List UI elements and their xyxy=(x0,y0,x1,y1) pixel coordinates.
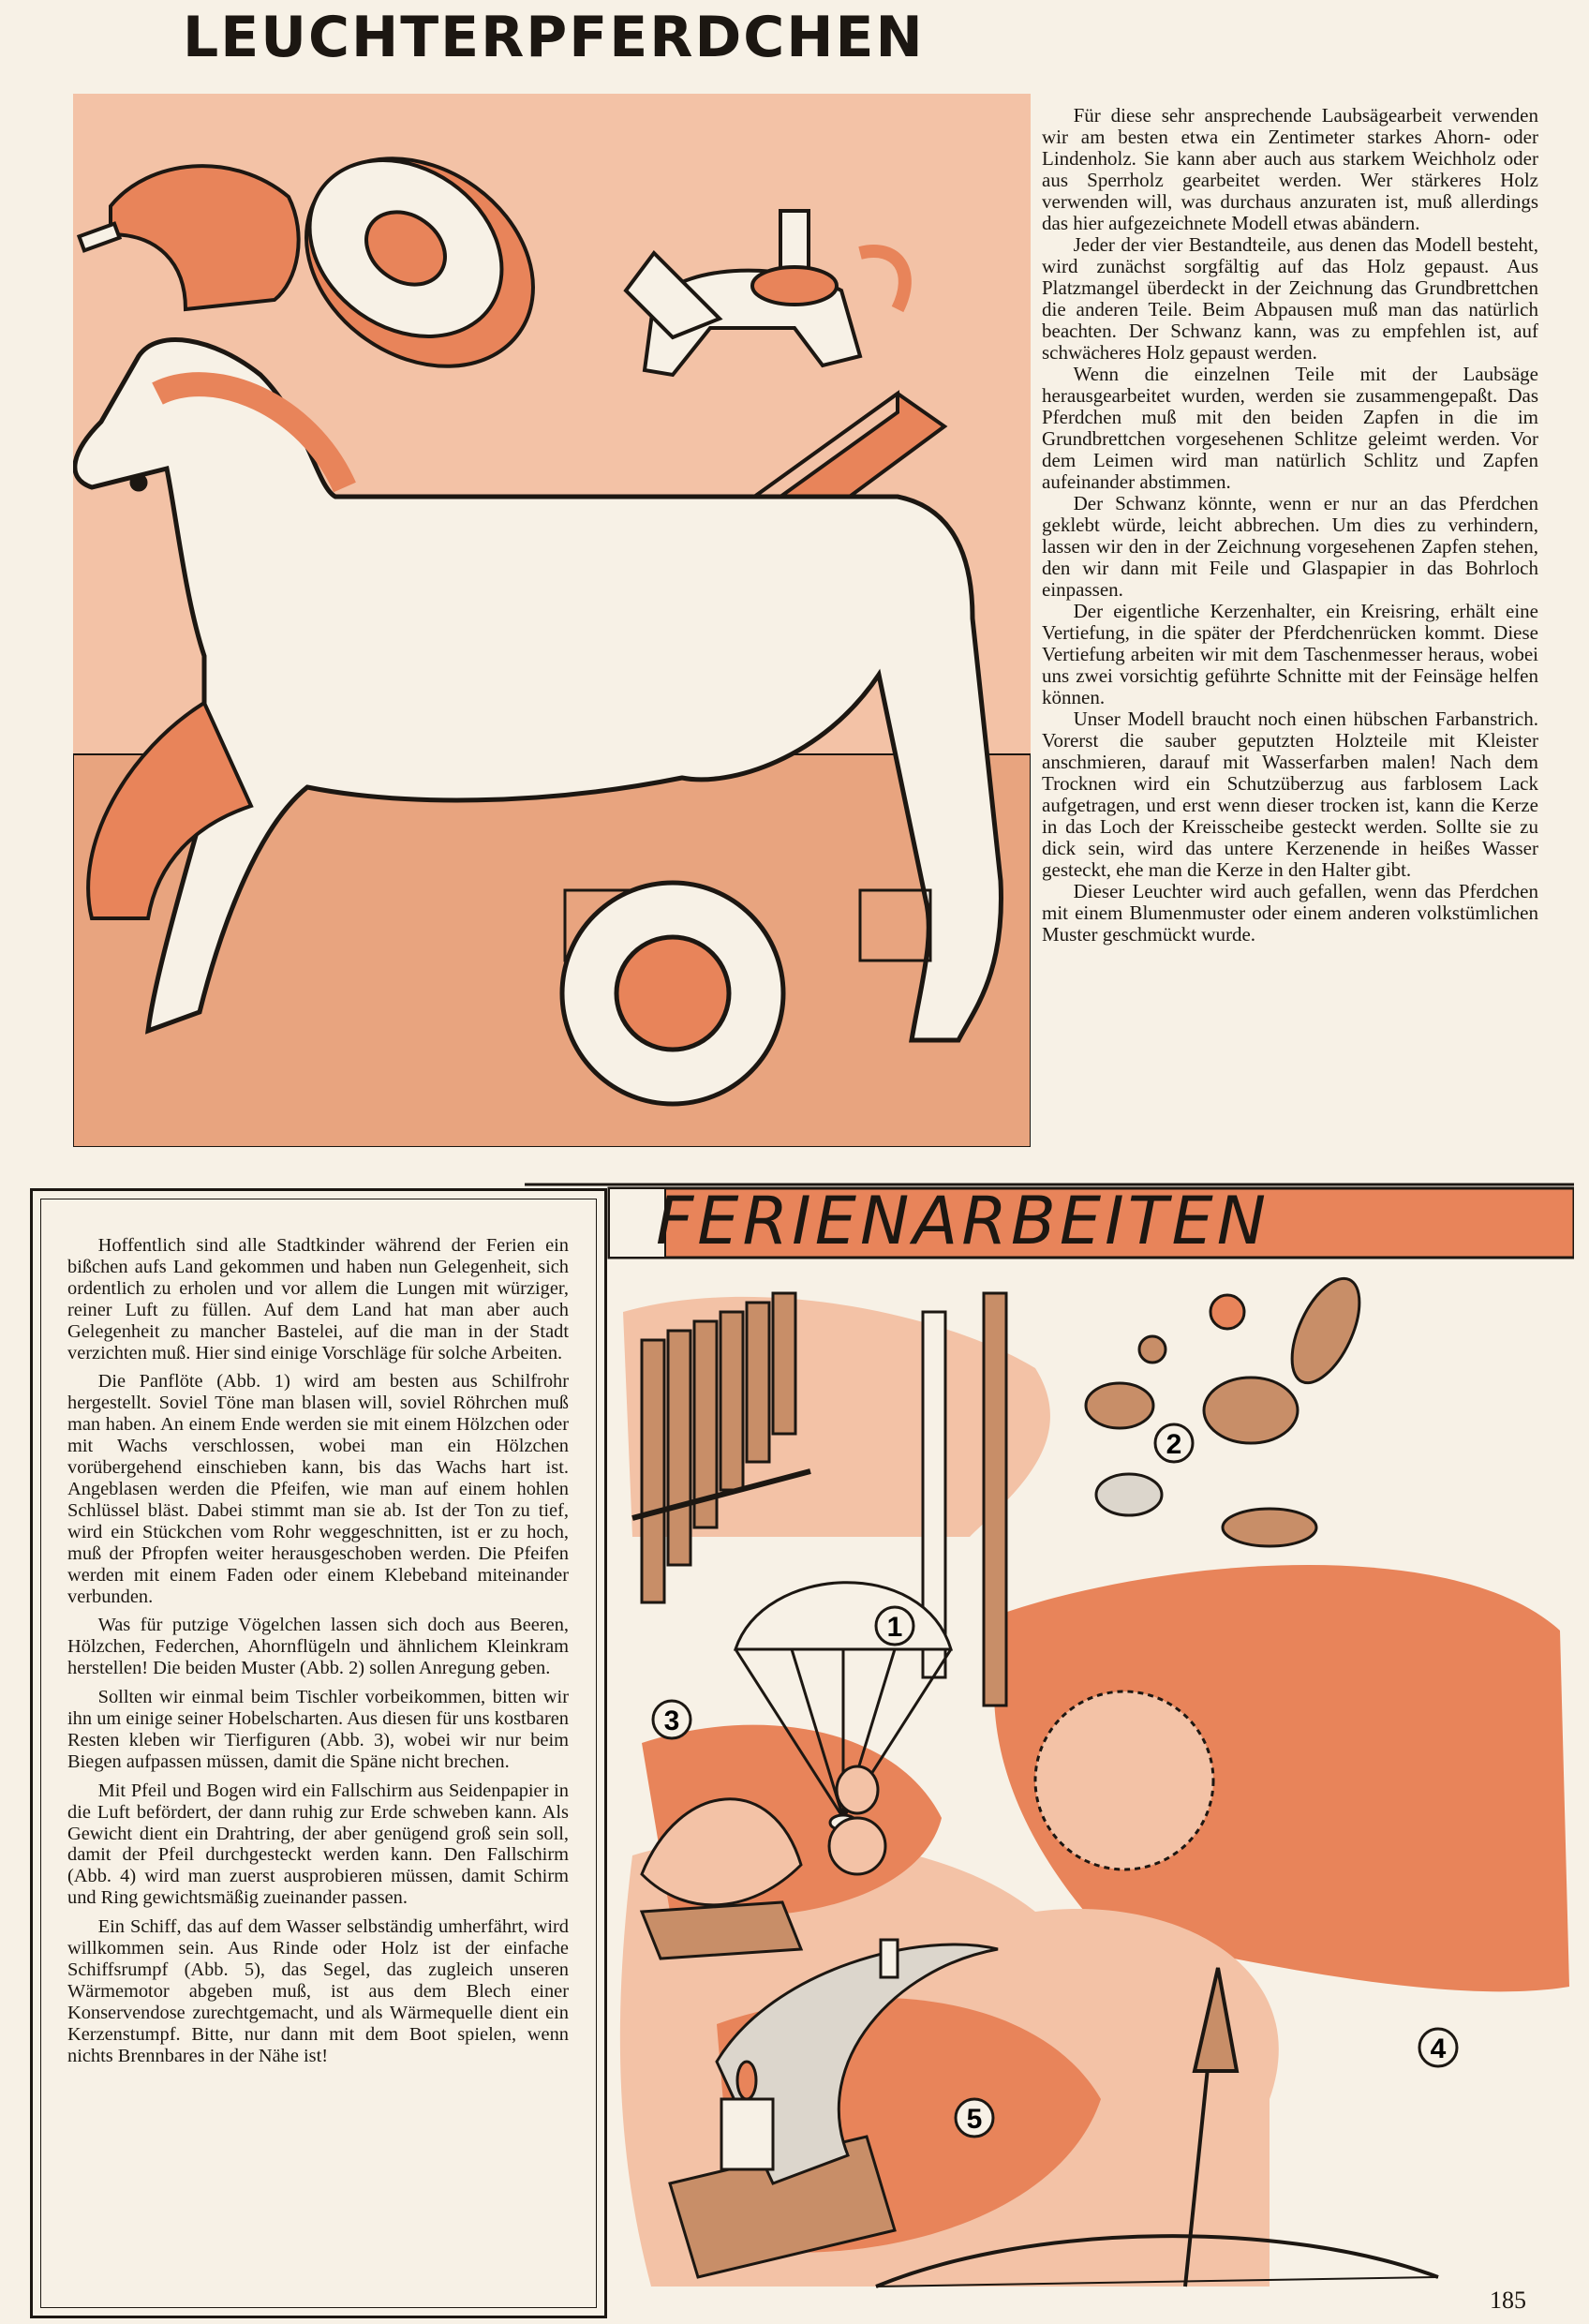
paragraph: Der Schwanz könnte, wenn er nur an das Pferdchen geklebt würde, leicht abbrechen. Um dies zu verhindern, lassen wir den in der Zeichnung vorgesehenen Zapfen stehen, den wir dann mit Feile und Glaspapier in das Bohrloch einpassen. xyxy=(1042,492,1538,601)
figure-number-label: 1 xyxy=(886,1612,903,1643)
paragraph: Ein Schiff, das auf dem Wasser selbständig umherfährt, wird willkommen sein. Aus Rinde oder Holz ist der einfache Schiffsrumpf (Abb. 5), das Segel, das zugleich unseren Wärmemotor abgeben muß, ist aus dem Blech einer Konservendose zurechtgemacht, und als Wärmequelle dient ein Kerzenstumpf. Bitte, nur dann mit dem Boot spielen, wenn nichts Brennbares in der Nähe ist! xyxy=(67,1916,569,2066)
figure-number-label: 4 xyxy=(1430,2034,1447,2064)
paragraph: Unser Modell braucht noch einen hübschen Farbanstrich. Vorerst die sauber geputzten Holzteile mit Kleister anschmieren, darauf mit Wasserfarben malen! Nach dem Trocknen wird ein Schutzüberzug aus farblosem Lack aufgetragen, und erst wenn dieser trocken ist, kann die Kerze in das Loch der Kreisscheibe gesteckt werden. Sollte sie zu dick sein, wird das untere Kerzenende in heißes Wasser gesteckt, ehe man die Kerze in den Halter gibt. xyxy=(1042,708,1538,881)
figure-number-2 xyxy=(1155,1424,1193,1462)
bird-figures-icon xyxy=(1086,1269,1374,1546)
figure-number-4 xyxy=(1419,2029,1457,2066)
paragraph: Der eigentliche Kerzenhalter, ein Kreisring, erhält eine Vertiefung, in die später der Pferdchenrücken kommt. Diese Vertiefung arbeiten wir mit dem Taschenmesser heraus, wobei uns zwei vorsichtig geführte Schnitte mit der Feinsäge helfen können. xyxy=(1042,600,1538,708)
paragraph: Hoffentlich sind alle Stadtkinder während der Ferien ein bißchen aufs Land gekommen und haben nun Gelegenheit, sich ordentlich zu erholen und vor allem die Lungen mit würziger, reiner Luft zu füllen. Auf dem Land hat man aber auch Gelegenheit zu mancher Bastelei, auf die man in der Stadt verzichten muß. Hier sind einige Vorschläge für solche Arbeiten. xyxy=(67,1235,569,1363)
article-text-ferienarbeiten xyxy=(67,1235,569,2303)
paragraph: Wenn die einzelnen Teile mit der Laubsäge herausgearbeitet wurden, werden sie zusammengepaßt. Das Pferdchen muß mit den beiden Zapfen in die im Grundbrettchen vorgesehenen Schlitze geleimt werden. Vor dem Leimen wird man natürlich Schlitz und Zapfen aufeinander abstimmen. xyxy=(1042,363,1538,493)
article-text-leuchterpferdchen xyxy=(1042,105,1538,1136)
paragraph: Jeder der vier Bestandteile, aus denen das Modell besteht, wird zunächst sorgfältig auf das Holz gepaust. Aus Platzmangel überdeckt in der Zeichnung das Grundbrettchen die anderen Teile. Beim Abpausen muß man das natürlich beachten. Der Schwanz kann, was zu empfehlen ist, auf schwächeres Holz gepaust werden. xyxy=(1042,233,1538,364)
figure-number-label: 2 xyxy=(1166,1429,1182,1460)
paragraph: Dieser Leuchter wird auch gefallen, wenn das Pferdchen mit einem Blumenmuster oder einem anderen volkstümlichen Muster geschmückt wurde. xyxy=(1042,880,1538,946)
holiday-crafts-illustration xyxy=(614,1256,1579,2310)
paragraph: Die Panflöte (Abb. 1) wird am besten aus Schilfrohr hergestellt. Soviel Töne man blasen will, soviel Röhrchen muß man haben. An einem Ende werden sie mit einem Hölzchen oder mit Wachs verschlossen, wobei man ein Hölzchen vorübergehend einschieben kann, bis das Wachs hart ist. Angeblasen werden die Pfeifen, wie man auf einem hohlen Schlüssel bläst. Dabei stimmt man sie ab. Ist der Ton zu tief, wird ein Stückchen vom Rohr weggeschnitten, ist er zu hoch, muß der Pfropfen weiter herausgeschoben werden. Die Pfeifen werden mit einem Faden oder einem Klebeband miteinander verbunden. xyxy=(67,1371,569,1607)
figure-number-5 xyxy=(956,2099,993,2137)
page-number: 185 xyxy=(1490,2287,1526,2314)
figure-number-3 xyxy=(653,1701,691,1738)
figure-number-label: 5 xyxy=(966,2104,983,2135)
article-title-ferienarbeiten: FERIENARBEITEN xyxy=(656,1183,1270,1259)
figure-number-label: 3 xyxy=(663,1706,680,1736)
paragraph: Was für putzige Vögelchen lassen sich doch aus Beeren, Hölzchen, Federchen, Ahornflügeln und ähnlichem Kleinkram herstellen! Die beiden Muster (Abb. 2) sollen Anregung geben. xyxy=(67,1615,569,1679)
paragraph: Für diese sehr ansprechende Laubsägearbeit verwenden wir am besten etwa ein Zentimeter starkes Ahorn- oder Lindenholz. Sie kann aber auch aus starkem Weichholz oder aus Sperrholz gearbeitet werden. Wer stärkeres Holz verwenden will, was durchaus anzuraten ist, muß allerdings das hier aufgezeichnete Modell etwas abändern. xyxy=(1042,104,1538,234)
figure-number-1 xyxy=(876,1607,913,1645)
article-title-leuchterpferdchen: LEUCHTERPFERDCHEN xyxy=(183,5,925,70)
paragraph: Mit Pfeil und Bogen wird ein Fallschirm aus Seidenpapier in die Luft befördert, der dann ruhig zur Erde schweben kann. Als Gewicht dient ein Drahtring, der aber genügend groß sein soll, damit der Pfeil durchgesteckt werden kann. Den Fallschirm (Abb. 4) wird man zuerst ausprobieren müssen, damit Schirm und Ring gewichtsmäßig zueinander passen. xyxy=(67,1780,569,1909)
paragraph: Sollten wir einmal beim Tischler vorbeikommen, bitten wir ihn um einige seiner Hobelscharten. Aus diesen für uns kostbaren Resten kleben wir Tierfiguren (Abb. 3), wobei wir nur beim Biegen aufpassen müssen, damit die Späne nicht brechen. xyxy=(67,1687,569,1772)
ring-pattern-icon xyxy=(562,883,783,1104)
horse-candleholder-illustration xyxy=(73,94,1031,1147)
